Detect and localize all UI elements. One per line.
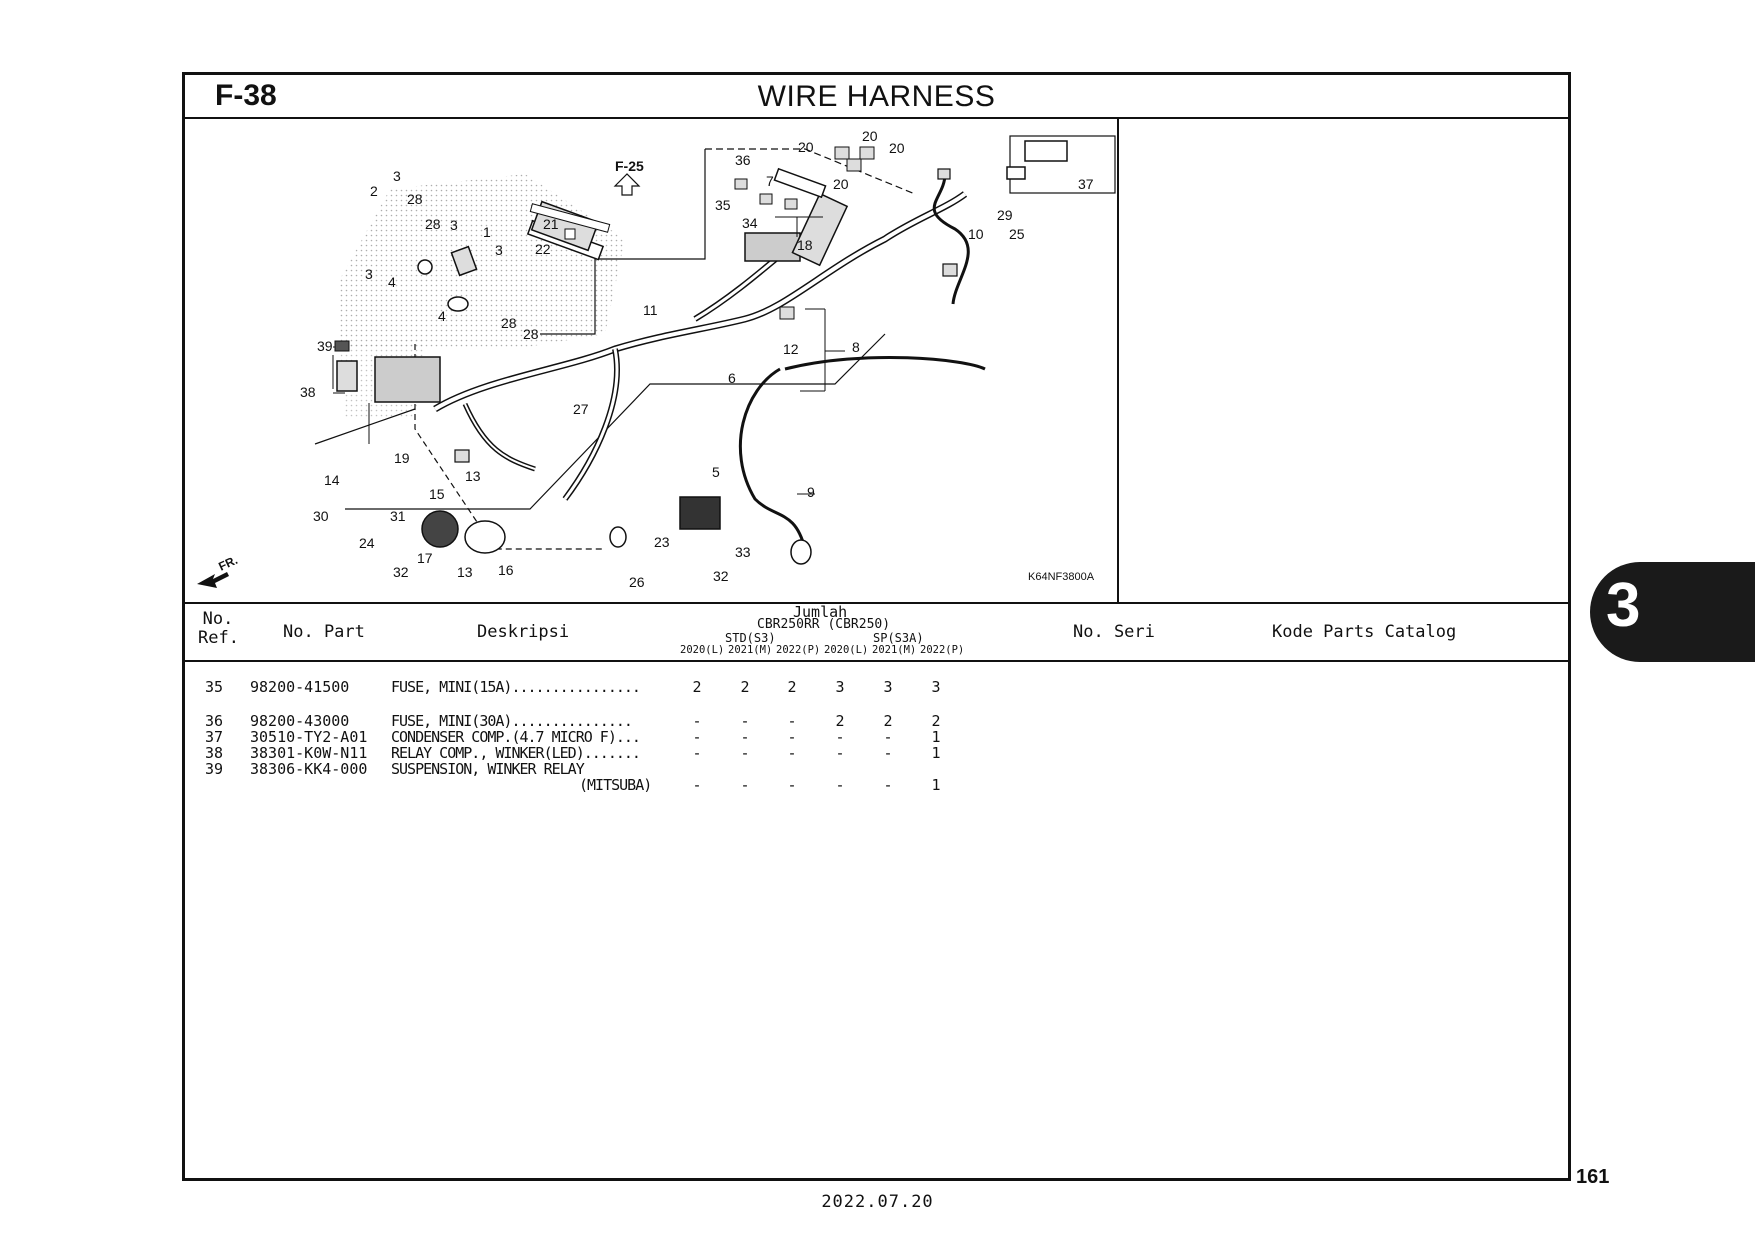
- cell-qty: 1: [931, 776, 941, 794]
- cell-qty: -: [787, 776, 797, 794]
- section-tab: [1590, 562, 1755, 662]
- cell-qty: 3: [931, 678, 941, 696]
- callout: 28: [501, 315, 517, 331]
- header-catalog: Kode Parts Catalog: [1272, 622, 1457, 642]
- header-part-no: No. Part: [283, 622, 365, 642]
- cell-desc: RELAY COMP., WINKER(LED).......: [391, 744, 640, 762]
- cell-qty: 2: [740, 678, 750, 696]
- callout: 28: [407, 191, 423, 207]
- callout: 20: [862, 128, 878, 144]
- up-arrow-icon: [615, 174, 639, 195]
- header-description: Deskripsi: [477, 622, 570, 642]
- callout: 30: [313, 508, 329, 524]
- cell-qty: -: [740, 712, 750, 730]
- header-year: 2021(M): [872, 644, 917, 656]
- component-shape: [780, 307, 794, 319]
- component-shape: [418, 260, 432, 274]
- callout: 34: [742, 215, 758, 231]
- component-shape: [335, 341, 349, 351]
- ref-arrow-label: F-25: [615, 158, 644, 174]
- callout: 20: [833, 176, 849, 192]
- callout: 33: [735, 544, 751, 560]
- title-row: [185, 75, 1568, 119]
- callout: 7: [766, 173, 774, 189]
- callout: 32: [713, 568, 729, 584]
- header-serial: No. Seri: [1073, 622, 1155, 642]
- callout: 29: [997, 207, 1013, 223]
- header-std: STD(S3): [725, 631, 776, 645]
- page-code: F-38: [215, 79, 277, 112]
- cell-qty: 3: [883, 678, 893, 696]
- parts-diagram: [185, 119, 1119, 602]
- cell-part: 30510-TY2-A01: [250, 728, 368, 746]
- callout: 11: [643, 302, 658, 318]
- component-shape: [375, 357, 440, 402]
- component-shape: [860, 147, 874, 159]
- callout: 31: [390, 508, 406, 524]
- callout: 9: [807, 484, 815, 500]
- callout: 4: [388, 274, 396, 290]
- cell-qty: 1: [931, 728, 941, 746]
- callout: 23: [654, 534, 670, 550]
- callout: 1: [483, 224, 491, 240]
- header-year: 2022(P): [920, 644, 965, 656]
- header-year: 2020(L): [824, 644, 869, 656]
- component-shape: [422, 511, 458, 547]
- cell-qty: -: [692, 776, 702, 794]
- callout: 19: [394, 450, 410, 466]
- cell-ref: 39: [205, 760, 224, 778]
- cell-desc: CONDENSER COMP.(4.7 MICRO F)...: [391, 728, 640, 746]
- cell-desc: FUSE, MINI(30A)...............: [391, 712, 632, 730]
- cell-part: 38301-K0W-N11: [250, 744, 368, 762]
- callout: 3: [365, 266, 373, 282]
- component-shape: [680, 497, 720, 529]
- callout: 37: [1078, 176, 1094, 192]
- header-model: CBR250RR (CBR250): [757, 617, 891, 632]
- callout: 4: [438, 308, 446, 324]
- callout: 26: [629, 574, 645, 590]
- callout: 16: [498, 562, 514, 578]
- component-shape: [337, 361, 357, 391]
- callout: 21: [543, 216, 559, 232]
- component-shape: [943, 264, 957, 276]
- callout: 35: [715, 197, 731, 213]
- callout: 32: [393, 564, 409, 580]
- cell-qty: 2: [835, 712, 845, 730]
- cell-ref: 36: [205, 712, 224, 730]
- condenser-shape: [1007, 167, 1025, 179]
- callout: 3: [495, 242, 503, 258]
- component-shape: [791, 540, 811, 564]
- component-shape: [455, 450, 469, 462]
- component-shape: [565, 229, 575, 239]
- callout: 10: [968, 226, 984, 242]
- dotted-area: [340, 174, 625, 349]
- callout: 3: [393, 168, 401, 184]
- callout: 13: [457, 564, 473, 580]
- component-shape: [610, 527, 626, 547]
- cell-qty: -: [740, 728, 750, 746]
- header-sp: SP(S3A): [873, 631, 924, 645]
- cell-desc: FUSE, MINI(15A)................: [391, 678, 640, 696]
- cell-part: 98200-41500: [250, 678, 350, 696]
- harness-cable: [465, 404, 535, 469]
- header-year: 2020(L): [680, 644, 725, 656]
- callout: 15: [429, 486, 445, 502]
- page-frame: [182, 72, 1571, 1181]
- component-shape: [760, 194, 772, 204]
- callout: 20: [798, 139, 814, 155]
- callout: 13: [465, 468, 481, 484]
- cell-qty: 2: [931, 712, 941, 730]
- callout: 6: [728, 370, 736, 386]
- callout: 17: [417, 550, 433, 566]
- callout: 8: [852, 339, 860, 355]
- cell-qty: -: [787, 712, 797, 730]
- table-header: [185, 602, 1568, 662]
- header-year: 2021(M): [728, 644, 773, 656]
- condenser-shape: [1025, 141, 1067, 161]
- harness-cable: [465, 404, 535, 469]
- harness-cable: [740, 369, 805, 549]
- cell-qty: -: [883, 744, 893, 762]
- cell-qty: -: [692, 712, 702, 730]
- callout: 38: [300, 384, 316, 400]
- cell-desc: SUSPENSION, WINKER RELAY: [391, 760, 584, 778]
- component-shape: [448, 297, 468, 311]
- cell-qty: -: [883, 728, 893, 746]
- callout: 39: [317, 338, 333, 354]
- component-shape: [774, 169, 825, 197]
- callout: 27: [573, 401, 589, 417]
- cell-qty: 2: [787, 678, 797, 696]
- header-year: 2022(P): [776, 644, 821, 656]
- section-number: 3: [1606, 571, 1641, 640]
- figure-code: K64NF3800A: [1028, 571, 1095, 583]
- page-number: 161: [1576, 1166, 1610, 1188]
- callout: 25: [1009, 226, 1025, 242]
- cell-qty: -: [835, 728, 845, 746]
- print-date: 2022.07.20: [821, 1192, 934, 1212]
- cell-qty: -: [787, 744, 797, 762]
- cell-part: 98200-43000: [250, 712, 350, 730]
- header-ref: No. Ref.: [198, 609, 239, 648]
- callout: 28: [425, 216, 441, 232]
- header-qty: Jumlah: [793, 603, 848, 621]
- cell-qty: -: [740, 776, 750, 794]
- cell-qty: 1: [931, 744, 941, 762]
- cell-qty: 3: [835, 678, 845, 696]
- callout: 5: [712, 464, 720, 480]
- cell-qty: -: [740, 744, 750, 762]
- table-row: [185, 678, 1568, 696]
- table-row-continued: [185, 776, 1568, 794]
- cell-qty: -: [835, 744, 845, 762]
- page-title: WIRE HARNESS: [757, 80, 996, 113]
- cell-qty: -: [883, 776, 893, 794]
- component-shape: [785, 199, 797, 209]
- cell-qty: -: [835, 776, 845, 794]
- front-label: FR.: [216, 552, 240, 574]
- cell-qty: 2: [692, 678, 702, 696]
- callout: 12: [783, 341, 799, 357]
- harness-cable: [785, 357, 985, 369]
- component-shape: [792, 194, 847, 266]
- cell-qty: 2: [883, 712, 893, 730]
- callout: 22: [535, 241, 551, 257]
- callout: 20: [889, 140, 905, 156]
- cell-desc-continued: (MITSUBA): [579, 776, 652, 794]
- component-shape: [745, 233, 800, 261]
- front-arrow-icon: [197, 572, 229, 588]
- cell-qty: -: [787, 728, 797, 746]
- cell-ref: 38: [205, 744, 224, 762]
- callout: 24: [359, 535, 375, 551]
- callout: 18: [797, 237, 813, 253]
- component-shape: [465, 521, 505, 553]
- component-shape: [835, 147, 849, 159]
- cell-ref: 35: [205, 678, 224, 696]
- cell-part: 38306-KK4-000: [250, 760, 368, 778]
- callout: 14: [324, 472, 340, 488]
- callout: 3: [450, 217, 458, 233]
- callout: 2: [370, 183, 378, 199]
- harness-cable: [565, 349, 617, 499]
- callout: 36: [735, 152, 751, 168]
- cell-ref: 37: [205, 728, 224, 746]
- cell-qty: -: [692, 744, 702, 762]
- cell-qty: -: [692, 728, 702, 746]
- wire-harness-illustration: [185, 119, 1117, 602]
- callout: 28: [523, 326, 539, 342]
- component-shape: [847, 159, 861, 171]
- component-shape: [735, 179, 747, 189]
- component-shape: [938, 169, 950, 179]
